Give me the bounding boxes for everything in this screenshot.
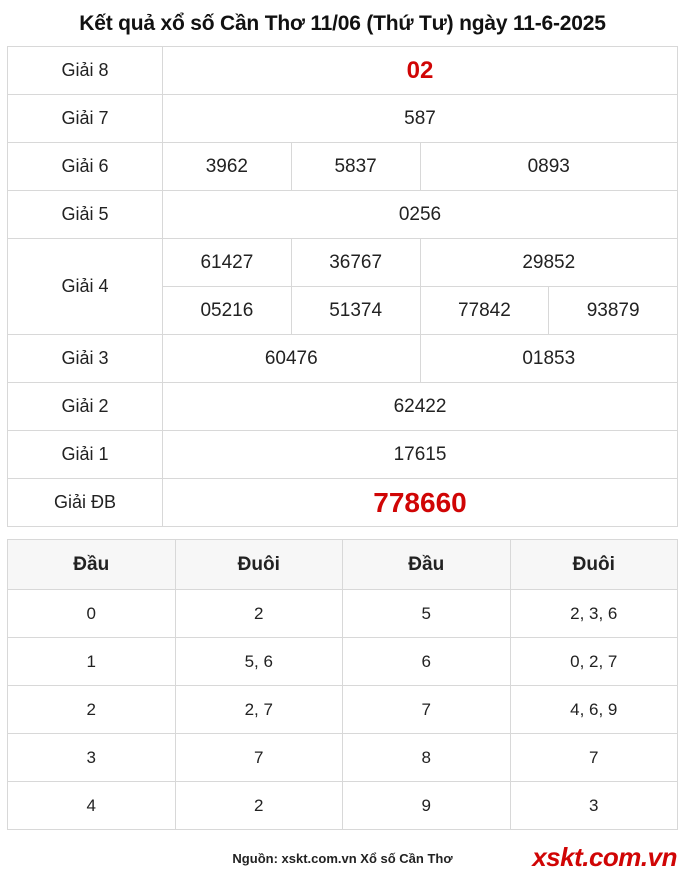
head-tail-header-0: Đầu — [8, 540, 176, 590]
source-text: Nguồn: xskt.com.vn Xổ số Cần Thơ — [232, 851, 453, 866]
prize-label-5: Giải 5 — [8, 191, 163, 239]
prize-value-7-0: 587 — [163, 95, 678, 143]
table-row — [8, 782, 678, 830]
prize-value-6-2: 0893 — [420, 143, 678, 191]
head-tail-header-row — [8, 540, 678, 590]
table-row-prize-8 — [8, 47, 678, 95]
table-row-prize-1 — [8, 431, 678, 479]
prize-value-4-1: 36767 — [291, 239, 420, 287]
head-tail-cell-4-3: 3 — [510, 782, 678, 830]
head-tail-cell-1-3: 0, 2, 7 — [510, 638, 678, 686]
table-row — [8, 734, 678, 782]
table-row-prize-3 — [8, 335, 678, 383]
table-row-prize-5 — [8, 191, 678, 239]
page-title: Kết quả xổ số Cần Thơ 11/06 (Thứ Tư) ngày 11-6-2025 — [79, 12, 606, 35]
head-tail-cell-1-1: 5, 6 — [175, 638, 343, 686]
watermark-logo: xskt.com.vn — [532, 842, 677, 872]
head-tail-cell-1-2: 6 — [343, 638, 511, 686]
table-row — [8, 638, 678, 686]
head-tail-cell-2-0: 2 — [8, 686, 176, 734]
prize-value-3-0: 60476 — [163, 335, 421, 383]
head-tail-cell-2-1: 2, 7 — [175, 686, 343, 734]
head-tail-cell-0-3: 2, 3, 6 — [510, 590, 678, 638]
prize-label-1: Giải 1 — [8, 431, 163, 479]
prize-value-4-6: 93879 — [549, 287, 678, 335]
head-tail-table — [7, 539, 678, 830]
prize-value-6-0: 3962 — [163, 143, 292, 191]
head-tail-cell-4-1: 2 — [175, 782, 343, 830]
head-tail-cell-0-1: 2 — [175, 590, 343, 638]
head-tail-cell-1-0: 1 — [8, 638, 176, 686]
head-tail-cell-3-0: 3 — [8, 734, 176, 782]
prize-value-4-5: 77842 — [420, 287, 549, 335]
prize-value-4-2: 29852 — [420, 239, 678, 287]
table-row-prize-6 — [8, 143, 678, 191]
prize-value-db-0: 778660 — [163, 479, 678, 527]
prize-label-db: Giải ĐB — [8, 479, 163, 527]
head-tail-cell-4-2: 9 — [343, 782, 511, 830]
table-row-prize-2 — [8, 383, 678, 431]
prize-label-6: Giải 6 — [8, 143, 163, 191]
footer — [0, 843, 685, 875]
prize-label-8: Giải 8 — [8, 47, 163, 95]
prize-value-4-3: 05216 — [163, 287, 292, 335]
prize-value-6-1: 5837 — [291, 143, 420, 191]
head-tail-cell-4-0: 4 — [8, 782, 176, 830]
head-tail-cell-2-2: 7 — [343, 686, 511, 734]
head-tail-header-2: Đầu — [343, 540, 511, 590]
table-row-prize-db — [8, 479, 678, 527]
prize-value-8-0: 02 — [163, 47, 678, 95]
prize-label-3: Giải 3 — [8, 335, 163, 383]
prize-label-2: Giải 2 — [8, 383, 163, 431]
prize-label-7: Giải 7 — [8, 95, 163, 143]
prize-value-3-1: 01853 — [420, 335, 678, 383]
head-tail-cell-3-1: 7 — [175, 734, 343, 782]
prize-label-4: Giải 4 — [8, 239, 163, 335]
table-row-prize-7 — [8, 95, 678, 143]
prize-value-5-0: 0256 — [163, 191, 678, 239]
prize-value-2-0: 62422 — [163, 383, 678, 431]
results-table — [7, 46, 678, 527]
head-tail-cell-0-0: 0 — [8, 590, 176, 638]
table-row — [8, 686, 678, 734]
prize-value-4-0: 61427 — [163, 239, 292, 287]
head-tail-cell-3-2: 8 — [343, 734, 511, 782]
head-tail-cell-2-3: 4, 6, 9 — [510, 686, 678, 734]
table-row-prize-4a — [8, 239, 678, 287]
prize-value-4-4: 51374 — [291, 287, 420, 335]
table-row — [8, 590, 678, 638]
head-tail-cell-0-2: 5 — [343, 590, 511, 638]
head-tail-header-1: Đuôi — [175, 540, 343, 590]
prize-value-1-0: 17615 — [163, 431, 678, 479]
head-tail-header-3: Đuôi — [510, 540, 678, 590]
head-tail-cell-3-3: 7 — [510, 734, 678, 782]
